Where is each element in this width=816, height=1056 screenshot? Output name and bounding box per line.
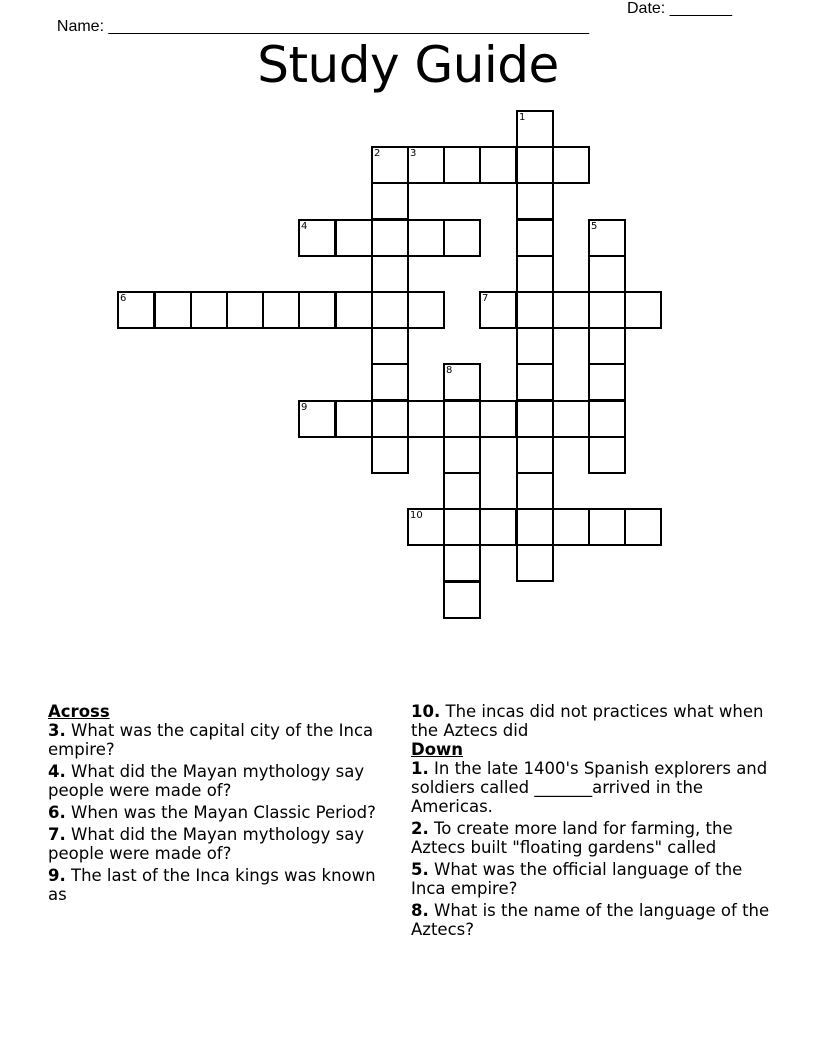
grid-cell[interactable] (588, 508, 626, 546)
grid-cell[interactable] (516, 327, 554, 365)
grid-cell[interactable] (335, 219, 373, 257)
clue-number-1: 1 (519, 112, 526, 123)
grid-cell[interactable] (516, 255, 554, 293)
clue-down-8: 8. What is the name of the language of the Aztecs? (411, 901, 770, 939)
across-heading: Across (48, 702, 110, 721)
clue-number-6: 6 (120, 293, 127, 304)
grid-cell[interactable] (371, 327, 409, 365)
clues-column-right (411, 702, 781, 942)
grid-cell[interactable] (335, 291, 373, 329)
clues-column-left (48, 702, 393, 907)
grid-cell[interactable] (371, 363, 409, 401)
grid-cell[interactable] (190, 291, 228, 329)
grid-cell[interactable] (443, 472, 481, 510)
grid-cell[interactable] (516, 436, 554, 474)
grid-cell[interactable] (552, 400, 590, 438)
grid-cell[interactable] (516, 363, 554, 401)
grid-cell[interactable] (516, 472, 554, 510)
clue-down-1: 1. In the late 1400's Spanish explorers and soldiers called _______arrived in the Americas. (411, 759, 768, 816)
grid-cell[interactable] (443, 219, 481, 257)
clue-number-5: 5 (591, 221, 598, 232)
grid-cell[interactable] (479, 400, 517, 438)
grid-cell[interactable] (407, 400, 445, 438)
clue-across-7: 7. What did the Mayan mythology say people were made of? (48, 825, 365, 863)
grid-cell[interactable] (552, 508, 590, 546)
grid-cell[interactable] (516, 508, 554, 546)
clue-across-10: 10. The incas did not practices what when the Aztecs did (411, 702, 764, 740)
grid-cell[interactable] (479, 146, 517, 184)
grid-cell[interactable] (371, 400, 409, 438)
grid-cell[interactable] (443, 581, 481, 619)
grid-cell[interactable] (335, 400, 373, 438)
grid-cell[interactable] (516, 400, 554, 438)
date-field[interactable]: Date: _______ (627, 0, 732, 17)
grid-cell[interactable] (516, 182, 554, 220)
grid-cell[interactable] (588, 436, 626, 474)
grid-cell[interactable] (407, 291, 445, 329)
clue-across-6: 6. When was the Mayan Classic Period? (48, 803, 376, 822)
clue-number-9: 9 (301, 402, 308, 413)
grid-cell[interactable] (371, 291, 409, 329)
grid-cell[interactable] (516, 544, 554, 582)
grid-cell[interactable] (516, 146, 554, 184)
clue-number-7: 7 (482, 293, 489, 304)
grid-cell[interactable] (154, 291, 192, 329)
grid-cell[interactable] (371, 219, 409, 257)
grid-cell[interactable] (552, 146, 590, 184)
grid-cell[interactable] (624, 291, 662, 329)
grid-cell[interactable] (516, 219, 554, 257)
clue-number-3: 3 (410, 148, 417, 159)
grid-cell[interactable] (624, 508, 662, 546)
grid-cell[interactable] (371, 436, 409, 474)
grid-cell[interactable] (443, 146, 481, 184)
grid-cell[interactable] (588, 363, 626, 401)
clue-number-8: 8 (446, 365, 453, 376)
grid-cell[interactable] (588, 291, 626, 329)
name-field[interactable]: Name: ______________________________________________________ (56, 18, 589, 35)
clue-down-5: 5. What was the official language of the Inca empire? (411, 860, 743, 898)
grid-cell[interactable] (588, 255, 626, 293)
grid-cell[interactable] (552, 291, 590, 329)
grid-cell[interactable] (588, 327, 626, 365)
clue-down-2: 2. To create more land for farming, the Aztecs built "floating gardens" called (411, 819, 733, 857)
grid-cell[interactable] (371, 255, 409, 293)
grid-cell[interactable] (479, 508, 517, 546)
clue-number-4: 4 (301, 221, 308, 232)
clue-across-4: 4. What did the Mayan mythology say people were made of? (48, 762, 365, 800)
grid-cell[interactable] (407, 219, 445, 257)
grid-cell[interactable] (371, 182, 409, 220)
grid-cell[interactable] (443, 400, 481, 438)
page-title: Study Guide (257, 36, 559, 94)
grid-cell[interactable] (443, 436, 481, 474)
grid-cell[interactable] (262, 291, 300, 329)
grid-cell[interactable] (298, 291, 336, 329)
grid-cell[interactable] (226, 291, 264, 329)
clue-across-3: 3. What was the capital city of the Inca empire? (48, 721, 374, 759)
down-heading: Down (411, 740, 464, 759)
clue-number-10: 10 (410, 510, 423, 521)
grid-cell[interactable] (516, 291, 554, 329)
grid-cell[interactable] (443, 508, 481, 546)
grid-cell[interactable] (443, 544, 481, 582)
clue-number-2: 2 (374, 148, 381, 159)
grid-cell[interactable] (588, 400, 626, 438)
clue-across-9: 9. The last of the Inca kings was known as (48, 866, 376, 904)
